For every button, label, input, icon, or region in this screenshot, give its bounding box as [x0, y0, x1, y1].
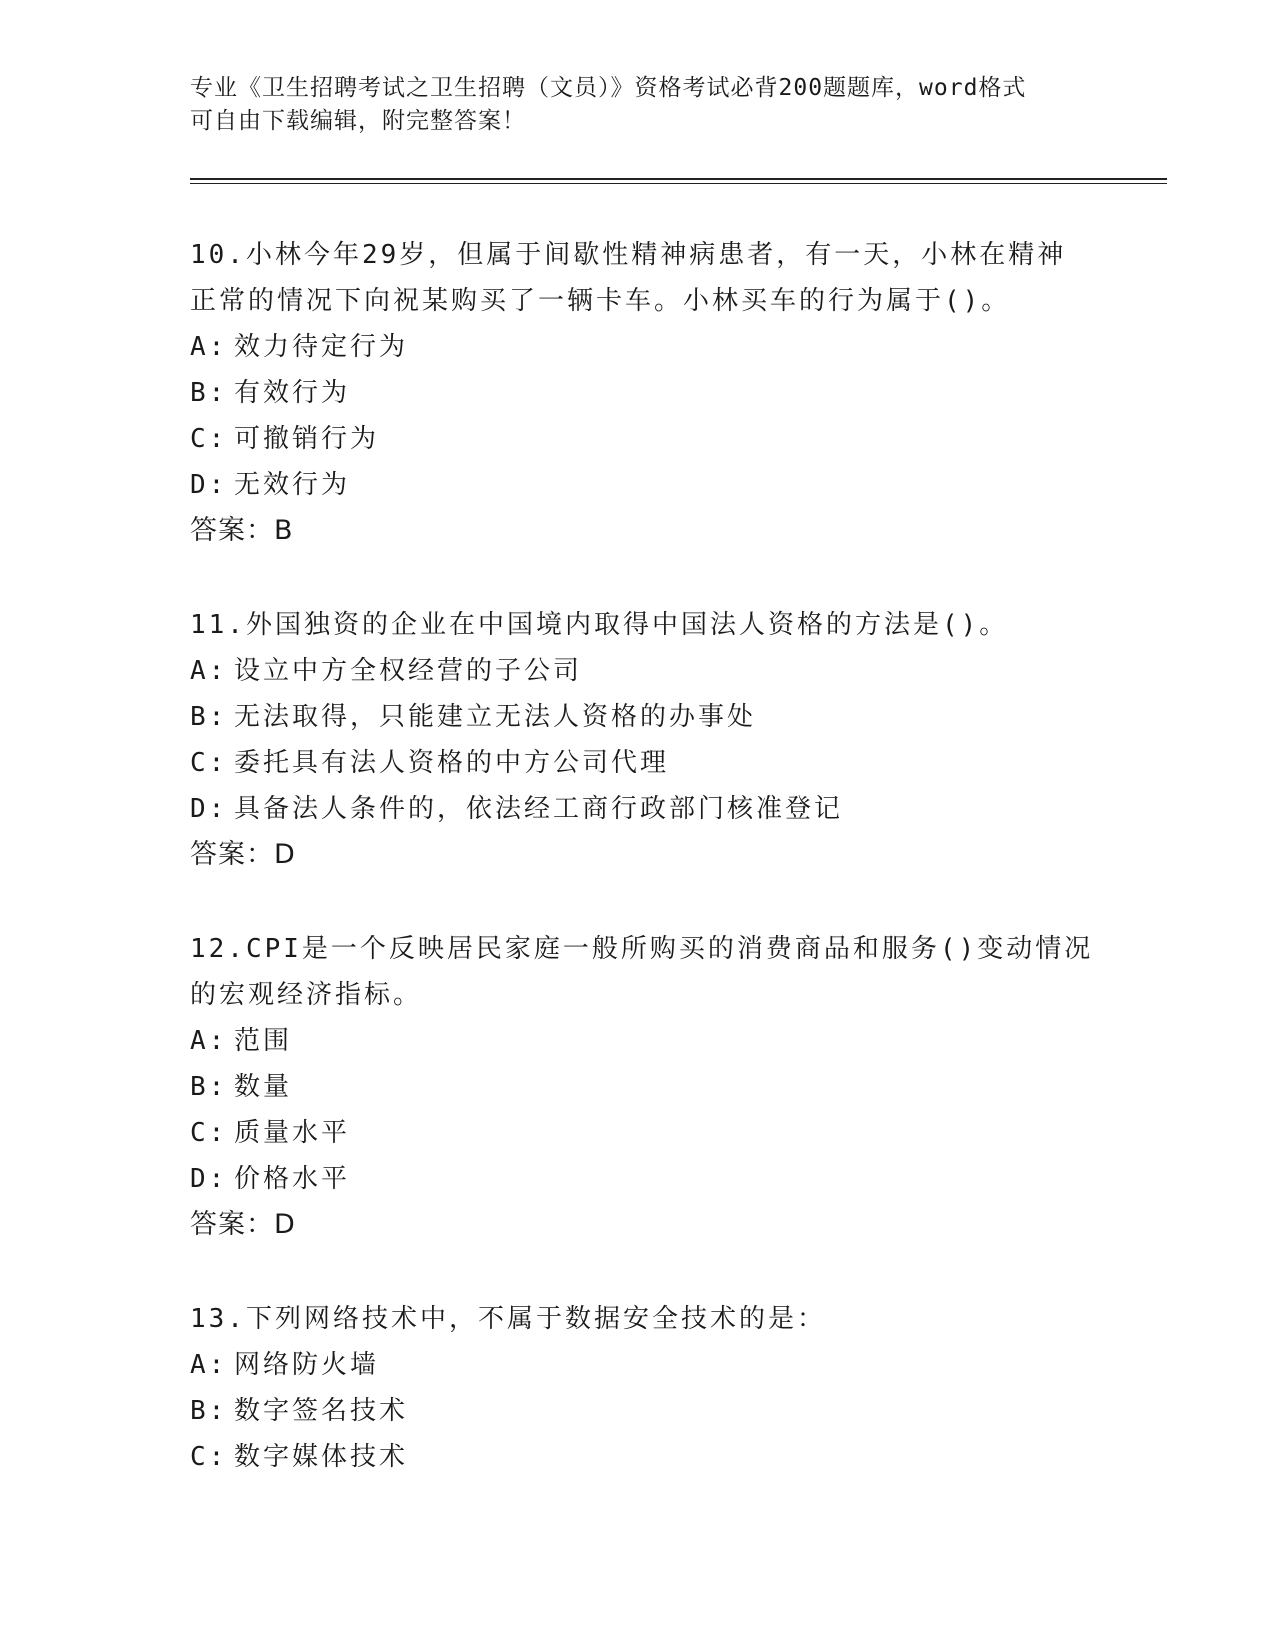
- option-text: 数字签名技术: [234, 1396, 409, 1426]
- option-text: 范围: [234, 1026, 293, 1056]
- option-text: 具备法人条件的，依法经工商行政部门核准登记: [234, 794, 844, 824]
- option-text: 价格水平: [234, 1164, 351, 1194]
- header-divider-thick: [190, 178, 1167, 180]
- question-list: [190, 232, 1140, 1528]
- option-b: [190, 1388, 1140, 1434]
- option-key: B:: [190, 1396, 228, 1426]
- option-c: [190, 740, 1140, 786]
- option-key: B:: [190, 378, 228, 408]
- option-key: C:: [190, 1118, 228, 1148]
- option-key: A:: [190, 1350, 228, 1380]
- option-key: D:: [190, 1164, 228, 1194]
- question-text-line-1: 11.外国独资的企业在中国境内取得中国法人资格的方法是()。: [190, 610, 1009, 640]
- option-key: A:: [190, 1026, 228, 1056]
- option-a: [190, 1018, 1140, 1064]
- header-divider-thin: [190, 183, 1167, 184]
- question-text: [190, 232, 1140, 324]
- option-text: 数字媒体技术: [234, 1442, 409, 1472]
- option-text: 设立中方全权经营的子公司: [234, 656, 583, 686]
- option-text: 效力待定行为: [234, 332, 409, 362]
- option-text: 数量: [234, 1072, 293, 1102]
- question-text-line-1: 12.CPI是一个反映居民家庭一般所购买的消费商品和服务()变动情况: [190, 934, 1094, 964]
- question-text-line-1: 13.下列网络技术中，不属于数据安全技术的是：: [190, 1304, 826, 1334]
- question-13: [190, 1296, 1140, 1480]
- question-10: [190, 232, 1140, 554]
- question-12: [190, 926, 1140, 1248]
- option-key: B:: [190, 1072, 228, 1102]
- option-key: B:: [190, 702, 228, 732]
- option-b: [190, 1064, 1140, 1110]
- option-d: [190, 786, 1140, 832]
- option-a: [190, 648, 1140, 694]
- option-text: 网络防火墙: [234, 1350, 380, 1380]
- question-11: [190, 602, 1140, 878]
- option-c: [190, 416, 1140, 462]
- question-text-line-1: 10.小林今年29岁，但属于间歇性精神病患者，有一天，小林在精神: [190, 240, 1067, 270]
- option-d: [190, 462, 1140, 508]
- question-text: [190, 602, 1140, 648]
- question-text: [190, 926, 1140, 1018]
- question-text-line-2: 正常的情况下向祝某购买了一辆卡车。小林买车的行为属于()。: [190, 286, 1011, 316]
- option-key: C:: [190, 424, 228, 454]
- option-key: D:: [190, 470, 228, 500]
- option-key: C:: [190, 748, 228, 778]
- option-c: [190, 1434, 1140, 1480]
- question-text-line-2: 的宏观经济指标。: [190, 980, 423, 1010]
- option-b: [190, 370, 1140, 416]
- option-text: 无法取得，只能建立无法人资格的办事处: [234, 702, 757, 732]
- option-text: 可撤销行为: [234, 424, 380, 454]
- option-a: [190, 1342, 1140, 1388]
- document-header: [190, 72, 1090, 138]
- question-text: [190, 1296, 1140, 1342]
- option-text: 无效行为: [234, 470, 351, 500]
- option-d: [190, 1156, 1140, 1202]
- option-b: [190, 694, 1140, 740]
- answer: 答案：D: [190, 1209, 296, 1240]
- option-c: [190, 1110, 1140, 1156]
- answer: 答案：D: [190, 839, 296, 870]
- option-key: A:: [190, 656, 228, 686]
- header-line-1: 专业《卫生招聘考试之卫生招聘（文员）》资格考试必背200题题库，word格式: [190, 75, 1027, 101]
- header-line-2: 可自由下载编辑，附完整答案！: [190, 108, 526, 134]
- option-key: A:: [190, 332, 228, 362]
- option-key: D:: [190, 794, 228, 824]
- option-text: 质量水平: [234, 1118, 351, 1148]
- option-a: [190, 324, 1140, 370]
- option-key: C:: [190, 1442, 228, 1472]
- answer: 答案：B: [190, 515, 294, 546]
- option-text: 委托具有法人资格的中方公司代理: [234, 748, 670, 778]
- option-text: 有效行为: [234, 378, 351, 408]
